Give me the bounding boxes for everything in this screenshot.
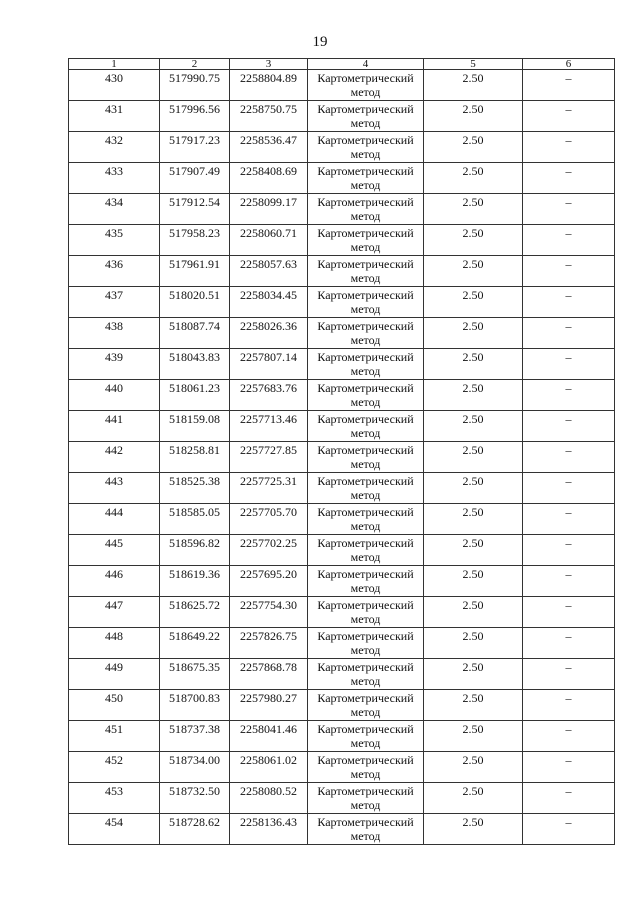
point-number-cell: 433 — [69, 163, 160, 194]
method-cell: Картометрический метод — [308, 225, 424, 256]
column-header: 6 — [523, 59, 615, 70]
note-cell: – — [523, 783, 615, 814]
accuracy-cell: 2.50 — [424, 752, 523, 783]
method-cell: Картометрический метод — [308, 597, 424, 628]
table-row — [69, 101, 615, 132]
method-cell: Картометрический метод — [308, 163, 424, 194]
point-number-cell: 451 — [69, 721, 160, 752]
method-cell: Картометрический метод — [308, 101, 424, 132]
point-number-cell: 441 — [69, 411, 160, 442]
y-coordinate-cell: 2257826.75 — [230, 628, 308, 659]
y-coordinate-cell: 2258408.69 — [230, 163, 308, 194]
x-coordinate-cell: 518596.82 — [160, 535, 230, 566]
table-row — [69, 473, 615, 504]
accuracy-cell: 2.50 — [424, 380, 523, 411]
y-coordinate-cell: 2257695.20 — [230, 566, 308, 597]
table-row — [69, 194, 615, 225]
accuracy-cell: 2.50 — [424, 318, 523, 349]
table-row — [69, 721, 615, 752]
point-number-cell: 436 — [69, 256, 160, 287]
x-coordinate-cell: 517912.54 — [160, 194, 230, 225]
accuracy-cell: 2.50 — [424, 101, 523, 132]
accuracy-cell: 2.50 — [424, 814, 523, 845]
note-cell: – — [523, 628, 615, 659]
page-number: 19 — [312, 34, 328, 50]
accuracy-cell: 2.50 — [424, 566, 523, 597]
note-cell: – — [523, 504, 615, 535]
point-number-cell: 453 — [69, 783, 160, 814]
x-coordinate-cell: 517917.23 — [160, 132, 230, 163]
method-cell: Картометрический метод — [308, 814, 424, 845]
method-cell: Картометрический метод — [308, 721, 424, 752]
table-row — [69, 411, 615, 442]
column-header: 5 — [424, 59, 523, 70]
accuracy-cell: 2.50 — [424, 287, 523, 318]
y-coordinate-cell: 2258804.89 — [230, 70, 308, 101]
table-row — [69, 349, 615, 380]
table-row — [69, 814, 615, 845]
note-cell: – — [523, 814, 615, 845]
y-coordinate-cell: 2258536.47 — [230, 132, 308, 163]
table-row — [69, 256, 615, 287]
x-coordinate-cell: 518087.74 — [160, 318, 230, 349]
y-coordinate-cell: 2257683.76 — [230, 380, 308, 411]
point-number-cell: 452 — [69, 752, 160, 783]
point-number-cell: 448 — [69, 628, 160, 659]
accuracy-cell: 2.50 — [424, 225, 523, 256]
table-row — [69, 225, 615, 256]
note-cell: – — [523, 411, 615, 442]
table-row — [69, 132, 615, 163]
note-cell: – — [523, 349, 615, 380]
y-coordinate-cell: 2258057.63 — [230, 256, 308, 287]
point-number-cell: 445 — [69, 535, 160, 566]
accuracy-cell: 2.50 — [424, 504, 523, 535]
method-cell: Картометрический метод — [308, 659, 424, 690]
table-row — [69, 504, 615, 535]
column-header: 4 — [308, 59, 424, 70]
y-coordinate-cell: 2258041.46 — [230, 721, 308, 752]
accuracy-cell: 2.50 — [424, 690, 523, 721]
x-coordinate-cell: 518619.36 — [160, 566, 230, 597]
method-cell: Картометрический метод — [308, 504, 424, 535]
x-coordinate-cell: 518675.35 — [160, 659, 230, 690]
method-cell: Картометрический метод — [308, 287, 424, 318]
method-cell: Картометрический метод — [308, 411, 424, 442]
y-coordinate-cell: 2257713.46 — [230, 411, 308, 442]
y-coordinate-cell: 2257727.85 — [230, 442, 308, 473]
note-cell: – — [523, 597, 615, 628]
method-cell: Картометрический метод — [308, 349, 424, 380]
x-coordinate-cell: 518728.62 — [160, 814, 230, 845]
method-cell: Картометрический метод — [308, 380, 424, 411]
x-coordinate-cell: 517907.49 — [160, 163, 230, 194]
point-number-cell: 442 — [69, 442, 160, 473]
note-cell: – — [523, 101, 615, 132]
note-cell: – — [523, 256, 615, 287]
note-cell: – — [523, 690, 615, 721]
note-cell: – — [523, 752, 615, 783]
note-cell: – — [523, 535, 615, 566]
y-coordinate-cell: 2257807.14 — [230, 349, 308, 380]
y-coordinate-cell: 2258750.75 — [230, 101, 308, 132]
table-row — [69, 628, 615, 659]
table-row — [69, 659, 615, 690]
y-coordinate-cell: 2258026.36 — [230, 318, 308, 349]
table-row — [69, 163, 615, 194]
table-row — [69, 597, 615, 628]
point-number-cell: 450 — [69, 690, 160, 721]
note-cell: – — [523, 721, 615, 752]
accuracy-cell: 2.50 — [424, 163, 523, 194]
x-coordinate-cell: 518734.00 — [160, 752, 230, 783]
x-coordinate-cell: 518649.22 — [160, 628, 230, 659]
accuracy-cell: 2.50 — [424, 442, 523, 473]
note-cell: – — [523, 318, 615, 349]
point-number-cell: 449 — [69, 659, 160, 690]
note-cell: – — [523, 132, 615, 163]
note-cell: – — [523, 163, 615, 194]
point-number-cell: 438 — [69, 318, 160, 349]
x-coordinate-cell: 518525.38 — [160, 473, 230, 504]
column-number-row — [69, 59, 615, 70]
method-cell: Картометрический метод — [308, 535, 424, 566]
x-coordinate-cell: 518585.05 — [160, 504, 230, 535]
method-cell: Картометрический метод — [308, 473, 424, 504]
table-row — [69, 535, 615, 566]
method-cell: Картометрический метод — [308, 566, 424, 597]
y-coordinate-cell: 2258099.17 — [230, 194, 308, 225]
column-header: 2 — [160, 59, 230, 70]
y-coordinate-cell: 2258060.71 — [230, 225, 308, 256]
method-cell: Картометрический метод — [308, 256, 424, 287]
point-number-cell: 434 — [69, 194, 160, 225]
note-cell: – — [523, 473, 615, 504]
y-coordinate-cell: 2258136.43 — [230, 814, 308, 845]
table-row — [69, 70, 615, 101]
x-coordinate-cell: 518625.72 — [160, 597, 230, 628]
accuracy-cell: 2.50 — [424, 597, 523, 628]
y-coordinate-cell: 2258080.52 — [230, 783, 308, 814]
point-number-cell: 444 — [69, 504, 160, 535]
x-coordinate-cell: 518737.38 — [160, 721, 230, 752]
accuracy-cell: 2.50 — [424, 628, 523, 659]
note-cell: – — [523, 380, 615, 411]
y-coordinate-cell: 2257754.30 — [230, 597, 308, 628]
x-coordinate-cell: 518700.83 — [160, 690, 230, 721]
y-coordinate-cell: 2258061.02 — [230, 752, 308, 783]
point-number-cell: 435 — [69, 225, 160, 256]
note-cell: – — [523, 659, 615, 690]
y-coordinate-cell: 2257702.25 — [230, 535, 308, 566]
point-number-cell: 446 — [69, 566, 160, 597]
point-number-cell: 432 — [69, 132, 160, 163]
table-row — [69, 442, 615, 473]
table-row — [69, 380, 615, 411]
accuracy-cell: 2.50 — [424, 256, 523, 287]
point-number-cell: 430 — [69, 70, 160, 101]
method-cell: Картометрический метод — [308, 132, 424, 163]
y-coordinate-cell: 2257980.27 — [230, 690, 308, 721]
accuracy-cell: 2.50 — [424, 194, 523, 225]
method-cell: Картометрический метод — [308, 194, 424, 225]
method-cell: Картометрический метод — [308, 318, 424, 349]
x-coordinate-cell: 517990.75 — [160, 70, 230, 101]
accuracy-cell: 2.50 — [424, 721, 523, 752]
note-cell: – — [523, 225, 615, 256]
point-number-cell: 440 — [69, 380, 160, 411]
x-coordinate-cell: 518061.23 — [160, 380, 230, 411]
accuracy-cell: 2.50 — [424, 659, 523, 690]
note-cell: – — [523, 70, 615, 101]
point-number-cell: 439 — [69, 349, 160, 380]
column-header: 1 — [69, 59, 160, 70]
x-coordinate-cell: 518732.50 — [160, 783, 230, 814]
table-row — [69, 690, 615, 721]
x-coordinate-cell: 517958.23 — [160, 225, 230, 256]
coordinates-table — [68, 58, 615, 845]
accuracy-cell: 2.50 — [424, 473, 523, 504]
x-coordinate-cell: 517961.91 — [160, 256, 230, 287]
x-coordinate-cell: 517996.56 — [160, 101, 230, 132]
accuracy-cell: 2.50 — [424, 783, 523, 814]
table-row — [69, 752, 615, 783]
note-cell: – — [523, 442, 615, 473]
note-cell: – — [523, 566, 615, 597]
accuracy-cell: 2.50 — [424, 132, 523, 163]
point-number-cell: 443 — [69, 473, 160, 504]
method-cell: Картометрический метод — [308, 628, 424, 659]
table-row — [69, 318, 615, 349]
method-cell: Картометрический метод — [308, 70, 424, 101]
accuracy-cell: 2.50 — [424, 535, 523, 566]
accuracy-cell: 2.50 — [424, 70, 523, 101]
method-cell: Картометрический метод — [308, 752, 424, 783]
y-coordinate-cell: 2257868.78 — [230, 659, 308, 690]
x-coordinate-cell: 518020.51 — [160, 287, 230, 318]
method-cell: Картометрический метод — [308, 442, 424, 473]
point-number-cell: 437 — [69, 287, 160, 318]
x-coordinate-cell: 518159.08 — [160, 411, 230, 442]
accuracy-cell: 2.50 — [424, 349, 523, 380]
table-row — [69, 783, 615, 814]
method-cell: Картометрический метод — [308, 690, 424, 721]
note-cell: – — [523, 194, 615, 225]
column-header: 3 — [230, 59, 308, 70]
point-number-cell: 447 — [69, 597, 160, 628]
note-cell: – — [523, 287, 615, 318]
y-coordinate-cell: 2257725.31 — [230, 473, 308, 504]
table-row — [69, 566, 615, 597]
table-row — [69, 287, 615, 318]
accuracy-cell: 2.50 — [424, 411, 523, 442]
x-coordinate-cell: 518043.83 — [160, 349, 230, 380]
point-number-cell: 431 — [69, 101, 160, 132]
point-number-cell: 454 — [69, 814, 160, 845]
y-coordinate-cell: 2258034.45 — [230, 287, 308, 318]
y-coordinate-cell: 2257705.70 — [230, 504, 308, 535]
x-coordinate-cell: 518258.81 — [160, 442, 230, 473]
method-cell: Картометрический метод — [308, 783, 424, 814]
